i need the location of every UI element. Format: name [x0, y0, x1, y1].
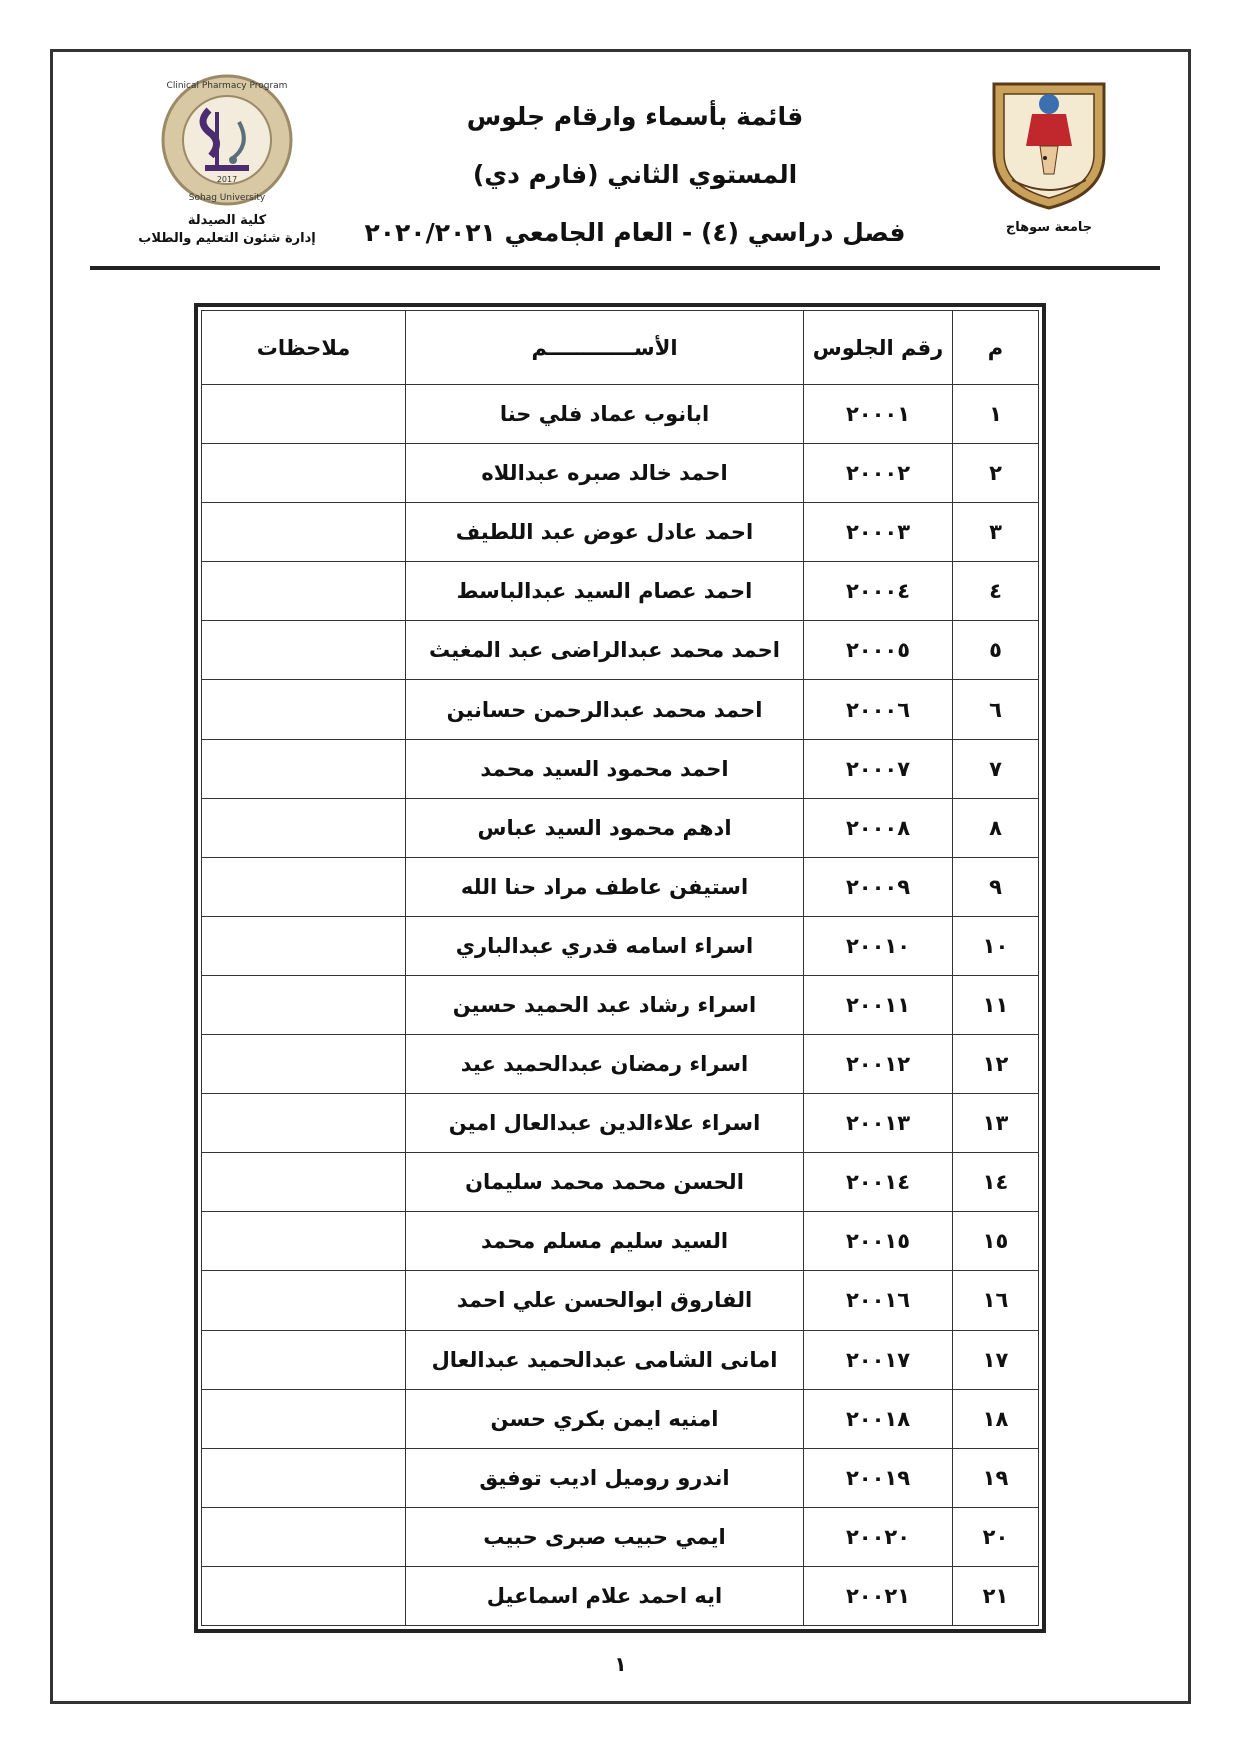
row-name: اسراء رشاد عبد الحميد حسين: [406, 975, 804, 1034]
row-num: ١: [953, 385, 1039, 444]
table-row: [202, 562, 1039, 621]
row-seat-number: ٢٠٠٠٧: [804, 739, 953, 798]
table-row: [202, 975, 1039, 1034]
row-notes: [202, 857, 406, 916]
row-num: ٢١: [953, 1566, 1039, 1625]
row-seat-number: ٢٠٠١٦: [804, 1271, 953, 1330]
row-name: ايه احمد علام اسماعيل: [406, 1566, 804, 1625]
row-seat-number: ٢٠٠١٠: [804, 916, 953, 975]
row-seat-number: ٢٠٠٠٢: [804, 444, 953, 503]
student-table-frame: [194, 303, 1046, 1633]
row-notes: [202, 1389, 406, 1448]
row-name: احمد محمد عبدالراضى عبد المغيث: [406, 621, 804, 680]
row-notes: [202, 444, 406, 503]
table-row: [202, 503, 1039, 562]
row-notes: [202, 1448, 406, 1507]
row-num: ١١: [953, 975, 1039, 1034]
row-notes: [202, 562, 406, 621]
table-row: [202, 739, 1039, 798]
row-seat-number: ٢٠٠١١: [804, 975, 953, 1034]
row-seat-number: ٢٠٠١٧: [804, 1330, 953, 1389]
svg-text:2017: 2017: [216, 175, 238, 184]
row-seat-number: ٢٠٠١٢: [804, 1035, 953, 1094]
header-name: الأســــــــــــم: [406, 311, 804, 385]
row-num: ٣: [953, 503, 1039, 562]
university-block: [984, 76, 1114, 235]
row-notes: [202, 916, 406, 975]
row-num: ١٦: [953, 1271, 1039, 1330]
row-num: ٧: [953, 739, 1039, 798]
row-name: استيفن عاطف مراد حنا الله: [406, 857, 804, 916]
table-row: [202, 1448, 1039, 1507]
row-notes: [202, 1094, 406, 1153]
title-block: [340, 88, 930, 262]
table-row: [202, 1153, 1039, 1212]
table-row: [202, 1094, 1039, 1153]
row-notes: [202, 798, 406, 857]
row-name: ابانوب عماد فلي حنا: [406, 385, 804, 444]
table-row: [202, 680, 1039, 739]
row-num: ٦: [953, 680, 1039, 739]
row-num: ١٢: [953, 1035, 1039, 1094]
row-notes: [202, 739, 406, 798]
row-name: السيد سليم مسلم محمد: [406, 1212, 804, 1271]
document-title: قائمة بأسماء وارقام جلوس: [466, 102, 804, 131]
page-number: ١: [614, 1652, 627, 1676]
row-num: ٩: [953, 857, 1039, 916]
table-row: [202, 385, 1039, 444]
row-num: ١٥: [953, 1212, 1039, 1271]
level-subtitle: المستوي الثاني (فارم دي): [472, 160, 798, 189]
row-notes: [202, 621, 406, 680]
row-num: ٨: [953, 798, 1039, 857]
row-num: ٢٠: [953, 1507, 1039, 1566]
row-seat-number: ٢٠٠١٣: [804, 1094, 953, 1153]
row-notes: [202, 385, 406, 444]
semester-subtitle: فصل دراسي (٤) - العام الجامعي ٢٠٢٠/٢٠٢١: [364, 218, 906, 247]
row-notes: [202, 975, 406, 1034]
row-name: احمد محمود السيد محمد: [406, 739, 804, 798]
row-name: احمد عصام السيد عبدالباسط: [406, 562, 804, 621]
row-num: ١٨: [953, 1389, 1039, 1448]
svg-text:Clinical Pharmacy Program: Clinical Pharmacy Program: [166, 81, 288, 91]
table-row: [202, 798, 1039, 857]
row-notes: [202, 503, 406, 562]
row-notes: [202, 1035, 406, 1094]
row-seat-number: ٢٠٠٠٦: [804, 680, 953, 739]
row-num: ١٤: [953, 1153, 1039, 1212]
row-num: ١٩: [953, 1448, 1039, 1507]
row-num: ١٠: [953, 916, 1039, 975]
university-name: جامعة سوهاج: [1005, 220, 1093, 235]
department-name: إدارة شئون التعليم والطلاب: [138, 231, 316, 246]
table-row: [202, 1566, 1039, 1625]
row-name: الفاروق ابوالحسن علي احمد: [406, 1271, 804, 1330]
faculty-name: كلية الصيدلة: [187, 213, 267, 228]
row-notes: [202, 1271, 406, 1330]
table-row: [202, 1330, 1039, 1389]
row-name: اندرو روميل اديب توفيق: [406, 1448, 804, 1507]
row-seat-number: ٢٠٠١٩: [804, 1448, 953, 1507]
student-table: [201, 310, 1039, 1626]
table-row: [202, 916, 1039, 975]
row-num: ٢: [953, 444, 1039, 503]
row-name: ادهم محمود السيد عباس: [406, 798, 804, 857]
table-header-row: [202, 311, 1039, 385]
row-name: امانى الشامى عبدالحميد عبدالعال: [406, 1330, 804, 1389]
row-seat-number: ٢٠٠٠٩: [804, 857, 953, 916]
table-row: [202, 1271, 1039, 1330]
row-seat-number: ٢٠٠٢١: [804, 1566, 953, 1625]
university-seal-icon: [988, 76, 1110, 212]
row-name: احمد خالد صبره عبداللاه: [406, 444, 804, 503]
faculty-block: [132, 72, 322, 248]
row-seat-number: ٢٠٠٢٠: [804, 1507, 953, 1566]
row-notes: [202, 1212, 406, 1271]
row-seat-number: ٢٠٠٠٣: [804, 503, 953, 562]
row-seat-number: ٢٠٠١٨: [804, 1389, 953, 1448]
row-name: ايمي حبيب صبرى حبيب: [406, 1507, 804, 1566]
row-seat-number: ٢٠٠٠٤: [804, 562, 953, 621]
header-divider: [90, 266, 1160, 270]
row-num: ١٣: [953, 1094, 1039, 1153]
row-seat-number: ٢٠٠١٥: [804, 1212, 953, 1271]
row-name: الحسن محمد محمد سليمان: [406, 1153, 804, 1212]
row-notes: [202, 1153, 406, 1212]
header-seat-number: رقم الجلوس: [804, 311, 953, 385]
row-name: اسراء اسامه قدري عبدالباري: [406, 916, 804, 975]
row-num: ١٧: [953, 1330, 1039, 1389]
row-name: احمد عادل عوض عبد اللطيف: [406, 503, 804, 562]
row-num: ٥: [953, 621, 1039, 680]
table-row: [202, 1389, 1039, 1448]
row-name: امنيه ايمن بكري حسن: [406, 1389, 804, 1448]
row-name: احمد محمد عبدالرحمن حسانين: [406, 680, 804, 739]
row-seat-number: ٢٠٠١٤: [804, 1153, 953, 1212]
row-seat-number: ٢٠٠٠١: [804, 385, 953, 444]
svg-text:Sohag University: Sohag University: [188, 193, 266, 203]
row-seat-number: ٢٠٠٠٥: [804, 621, 953, 680]
row-seat-number: ٢٠٠٠٨: [804, 798, 953, 857]
row-name: اسراء رمضان عبدالحميد عيد: [406, 1035, 804, 1094]
table-row: [202, 857, 1039, 916]
row-notes: [202, 1330, 406, 1389]
table-row: [202, 1035, 1039, 1094]
table-row: [202, 621, 1039, 680]
table-row: [202, 444, 1039, 503]
row-notes: [202, 1507, 406, 1566]
table-row: [202, 1212, 1039, 1271]
row-notes: [202, 680, 406, 739]
row-notes: [202, 1566, 406, 1625]
row-name: اسراء علاءالدين عبدالعال امين: [406, 1094, 804, 1153]
document-header: [90, 70, 1160, 266]
row-num: ٤: [953, 562, 1039, 621]
header-num: م: [953, 311, 1039, 385]
clinical-pharmacy-program-logo-icon: [159, 72, 295, 208]
header-notes: ملاحظات: [202, 311, 406, 385]
table-row: [202, 1507, 1039, 1566]
